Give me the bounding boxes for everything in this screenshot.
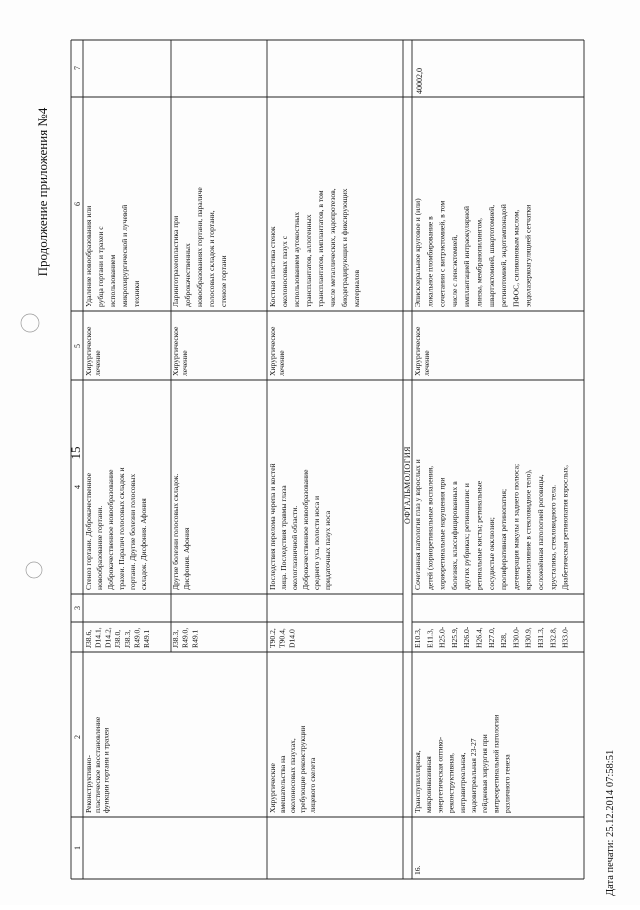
- page-header-title: Продолжение приложения №4: [35, 107, 50, 277]
- procedure-name-cell: Хирургические вмешательства на околоносовых пазухах, требующие реконструкции лицевого скелета: [268, 725, 317, 813]
- treatment-method-cell: Ларинготрахеопластика при доброкачественных новообразованиях гортани, параличе голосовых складок и гортани, стенозе гортани: [171, 187, 228, 307]
- column-number: 2: [73, 735, 82, 739]
- treatment-type-cell: Хирургическое лечение: [268, 326, 286, 376]
- treatment-type-cell: Хирургическое лечение: [171, 326, 189, 376]
- binder-hole-bottom: [26, 562, 42, 578]
- diagnosis-cell: Сочетанная патология глаз у взрослых и детей (хориоретинальные воспаления, хориоретинальные нарушения при болезнях, классифицированных в других рубриках; ретиношизис и ретинальные кисты; ретинальные сосудистые окклюзии; пролиферативная ретинопатия; дегенерация макулы и заднего полюса; кровоизлияние в стекловидное тело), осложнённая патологией роговицы, хрусталика, стекловидного тела. Диабетическая ретинопатия взрослых,: [413, 459, 570, 590]
- table-row: [413, 68, 570, 875]
- treatment-method-cell: Удаление новообразования или рубца гортани и трахеи с использованием микрохирургической и лучевой техники: [84, 204, 141, 307]
- icd-codes-cell: J38.3, R49.0, R49.1: [171, 627, 200, 648]
- page-number: 15: [68, 446, 83, 460]
- binder-hole-top: [21, 314, 39, 332]
- diagnosis-cell: Последствия перелома черепа и костей лица. Последствия травмы глаза окологлазничной области. Доброкачественное новообразование среднего уха, полости носа и придаточных пазух носа: [268, 463, 332, 590]
- print-date-footer: Дата печати: 25.12.2014 07:58:51: [605, 749, 616, 896]
- column-number: 3: [73, 606, 82, 610]
- column-number: 5: [73, 344, 82, 348]
- table-row: [84, 203, 151, 813]
- procedure-name-cell: Транспупиллярная, микроинвазивная энергетическая оптико- реконструктивная, интравитреальная, эндовитреальная 23-27 гейджевая хирургия при витреоретинальной патологии различного генеза: [413, 714, 512, 813]
- icd-codes-cell: T90.2, T90.4, D14.0: [268, 628, 297, 648]
- table-row: [171, 185, 228, 648]
- column-number: 6: [73, 202, 82, 206]
- column-number: 7: [73, 66, 82, 70]
- treatment-type-cell: Хирургическое лечение: [84, 326, 102, 376]
- section-heading-ophthalmology: ОФТАЛЬМОЛОГИЯ: [403, 446, 412, 524]
- diagnosis-cell: Стеноз гортани. Доброкачественное новообразование гортани. Доброкачественное новообразование трахеи. Паралич голосовых складок и гортани. Другие болезни голосовых складок. Дисфония. Афония: [84, 467, 148, 590]
- icd-codes-cell: E10.3, E11.3, H25.0- H25.9, H26.0- H26.4, H27.0, H28, H30.0- H30.9, H31.3, H32.8, H33.0-: [413, 626, 570, 648]
- table-grid: [71, 40, 584, 879]
- icd-codes-cell: J38.6, D14.1, D14.2, J38.0, J38.3, R49.0, R49.1: [84, 627, 152, 648]
- column-number: 1: [73, 846, 82, 850]
- row-number-cell: 16.: [413, 865, 422, 875]
- treatment-type-cell: Хирургическое лечение: [413, 326, 431, 376]
- price-cell: 40002,0: [415, 68, 424, 94]
- treatment-method-cell: Эписклеральное круговое и (или) локальное пломбирование в сочетании с витрэктомией, в том числе с ленсэктомией, имплантацией интраокулярной линзы, мембранопилингом, швартэктомией, швартотомией, ретинотомией, эндотампонадой ПФОС, силиконовым маслом, эндолазеркоагуляцией сетчатки: [413, 198, 533, 307]
- procedure-name-cell: Реконструктивно- пластическое восстановление функции гортани и трахеи: [84, 716, 111, 813]
- column-number: 4: [73, 485, 82, 489]
- diagnosis-cell: Другие болезни голосовых складок. Дисфония. Афония: [171, 473, 191, 590]
- table-row: [268, 186, 361, 813]
- treatment-method-cell: Костная пластика стенок околоносовых пазух с использованием аутокостных трансплантатов, аллогенных трансплантатов, имплантатов, в том числе металлических, эндопротезов, биодеградирующих и фиксирующих материалов: [268, 188, 361, 307]
